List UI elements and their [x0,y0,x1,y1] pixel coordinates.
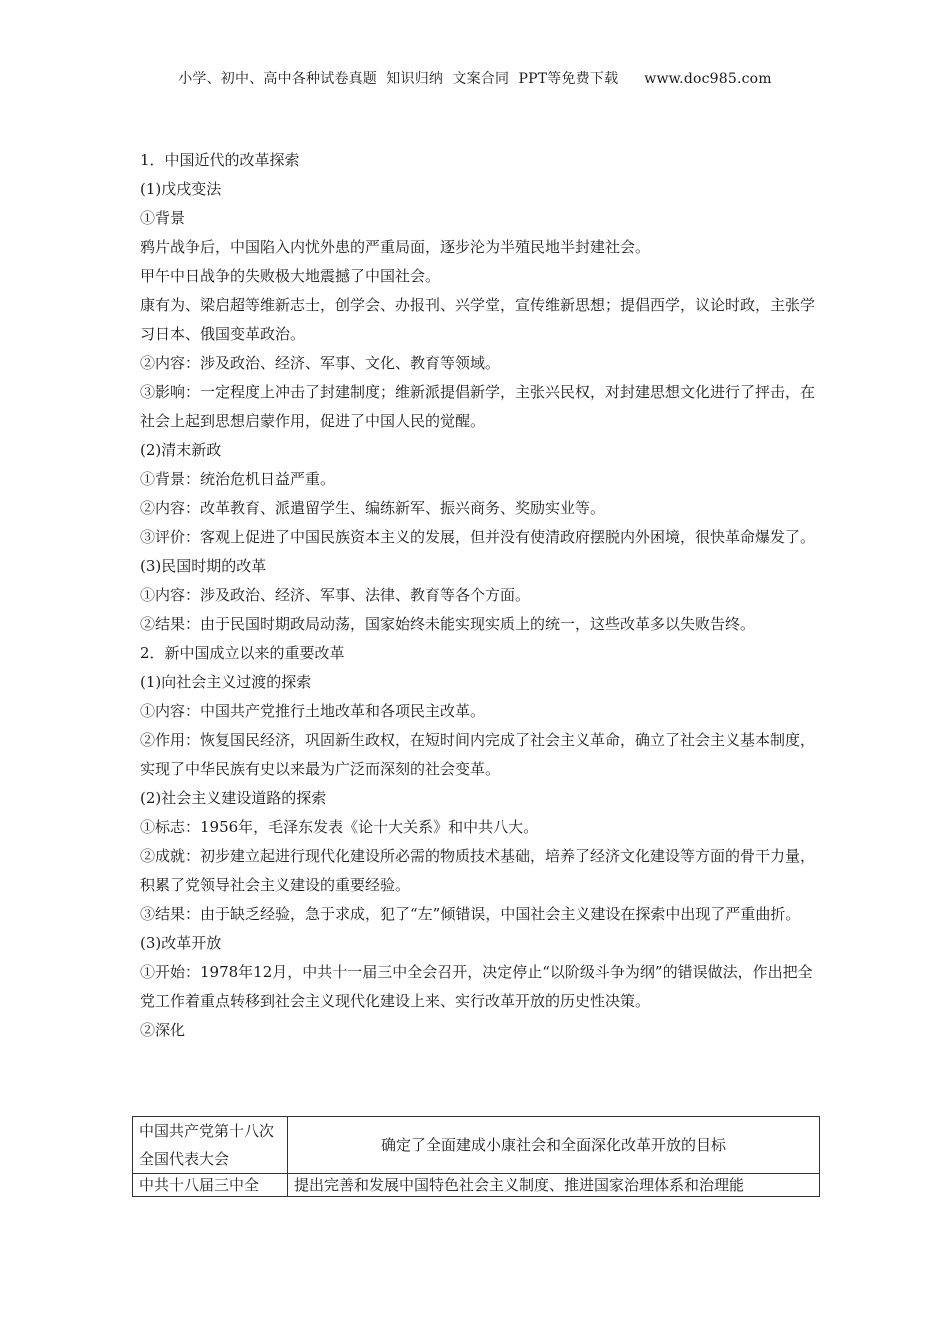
section-heading: 1．中国近代的改革探索 [140,151,300,169]
paragraph: ①标志：1956年，毛泽东发表《论十大关系》和中共八大。 [140,818,539,836]
subsection-heading: (2)清末新政 [140,441,222,459]
table-cell-event: 中共十八届三中全 [133,1174,288,1197]
table-row [133,1117,820,1174]
item-heading: ②深化 [140,1021,186,1039]
document-body [140,146,820,1045]
item-heading: ①背景 [140,209,186,227]
paragraph: ①内容：涉及政治、经济、军事、法律、教育等各个方面。 [140,586,531,604]
paragraph: ①内容：中国共产党推行土地改革和各项民主改革。 [140,702,486,720]
paragraph: ②结果：由于民国时期政局动荡，国家始终未能实现实质上的统一，这些改革多以失败告终。 [140,615,756,633]
paragraph: ③影响：一定程度上冲击了封建制度；维新派提倡新学，主张兴民权，对封建思想文化进行了抨击，在社会上起到思想启蒙作用，促进了中国人民的觉醒。 [140,383,816,430]
subsection-heading: (3)民国时期的改革 [140,557,267,575]
table-cell-event: 中国共产党第十八次全国代表大会 [133,1117,288,1174]
paragraph: ③评价：客观上促进了中国民族资本主义的发展，但并没有使清政府摆脱内外困境，很快革命爆发了。 [140,528,816,546]
subsection-heading: (3)改革开放 [140,934,222,952]
page-header [0,68,950,88]
paragraph: ①背景：统治危机日益严重。 [140,470,336,488]
paragraph: 鸦片战争后，中国陷入内忧外患的严重局面，逐步沦为半殖民地半封建社会。 [140,238,651,256]
paragraph: ②内容：改革教育、派遣留学生、编练新军、振兴商务、奖励实业等。 [140,499,606,517]
paragraph: 甲午中日战争的失败极大地震撼了中国社会。 [140,267,441,285]
section-heading: 2．新中国成立以来的重要改革 [140,644,345,662]
paragraph: ①开始：1978年12月，中共十一届三中全会召开，决定停止“以阶级斗争为纲”的错误做法，作出把全党工作着重点转移到社会主义现代化建设上来、实行改革开放的历史性决策。 [140,963,813,1010]
header-url[interactable]: www.doc985.com [644,71,772,87]
subsection-heading: (2)社会主义建设道路的探索 [140,789,327,807]
paragraph: ②成就：初步建立起进行现代化建设所必需的物质技术基础，培养了经济文化建设等方面的骨干力量，积累了党领导社会主义建设的重要经验。 [140,847,816,894]
reform-table [132,1116,820,1197]
table-cell-content: 提出完善和发展中国特色社会主义制度、推进国家治理体系和治理能 [288,1174,820,1197]
table-cell-content: 确定了全面建成小康社会和全面深化改革开放的目标 [288,1117,820,1174]
paragraph: ②作用：恢复国民经济，巩固新生政权，在短时间内完成了社会主义革命，确立了社会主义基本制度，实现了中华民族有史以来最为广泛而深刻的社会变革。 [140,731,816,778]
header-text: 小学、初中、高中各种试卷真题 知识归纳 文案合同 PPT等免费下载 [178,71,619,87]
table-row [133,1174,820,1197]
subsection-heading: (1)戊戌变法 [140,180,222,198]
paragraph: ②内容：涉及政治、经济、军事、文化、教育等领域。 [140,354,501,372]
paragraph: ③结果：由于缺乏经验，急于求成，犯了“左”倾错误，中国社会主义建设在探索中出现了严重曲折。 [140,905,801,923]
paragraph: 康有为、梁启超等维新志士，创学会、办报刊、兴学堂，宣传维新思想；提倡西学，议论时政，主张学习日本、俄国变革政治。 [140,296,816,343]
subsection-heading: (1)向社会主义过渡的探索 [140,673,312,691]
